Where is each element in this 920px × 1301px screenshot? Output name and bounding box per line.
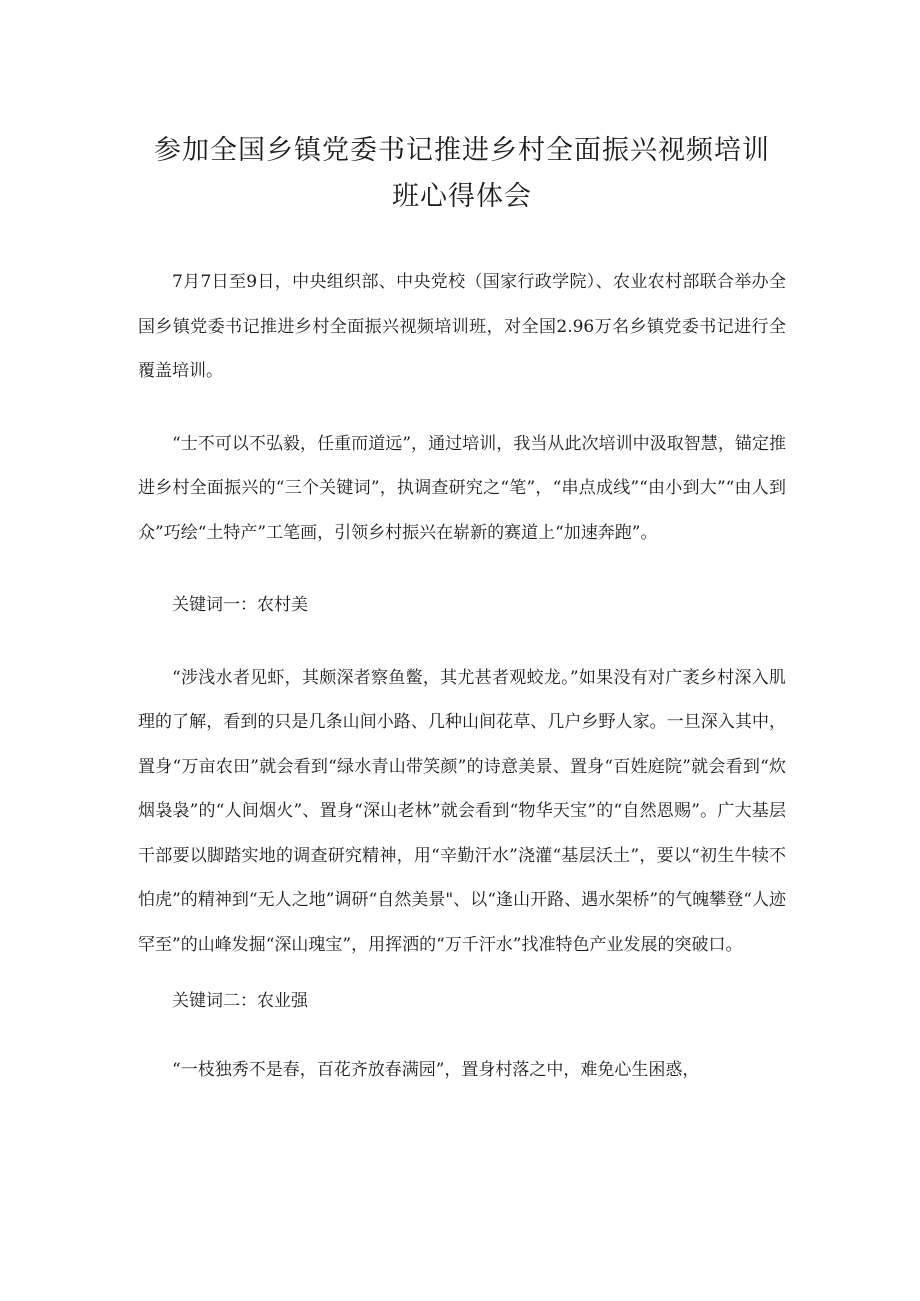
paragraph-rural-beauty: “涉浅水者见虾，其颇深者察鱼鳖，其尤甚者观蛟龙。”如果没有对广袤乡村深入肌理的了解，看到的只是几条山间小路、几种山间花草、几户乡野人家。一旦深入其中，置身“万亩农田”就会看到“绿水青山带笑颜”的诗意美景、置身“百姓庭院”就会看到“炊烟袅袅”的“人间烟火”、置身“深山老林”就会看到“物华天宝”的“自然恩赐”。广大基层干部要以脚踏实地的调查研究精神，用“辛勤汗水”浇灌“基层沃土”，要以“初生牛犊不怕虎”的精神到“无人之地”调研“自然美景"、以“逢山开路、遇水架桥”的气魄攀登“人迹罕至”的山峰发掘“深山瑰宝”，用挥洒的“万千汗水”找准特色产业发展的突破口。 bbox=[138, 667, 786, 955]
section-heading-2: 关键词二：农业强 bbox=[172, 991, 308, 1011]
paragraph-quote: “士不可以不弘毅，任重而道远”，通过培训，我当从此次培训中汲取智慧，锚定推进乡村全面振兴的“三个关键词”，执调查研究之“笔”，“串点成线”“由小到大”“由人到众”巧绘“土特产”工笔画，引领乡村振兴在崭新的赛道上“加速奔跑”。 bbox=[138, 433, 786, 543]
title-line-1: 参加全国乡镇党委书记推进乡村全面振兴视频培训 bbox=[154, 135, 770, 166]
paragraph-intro: 7月7日至9日，中央组织部、中央党校（国家行政学院）、农业农村部联合举办全国乡镇党委书记推进乡村全面振兴视频培训班，对全国2.96万名乡镇党委书记进行全覆盖培训。 bbox=[138, 272, 786, 381]
document-title bbox=[138, 128, 786, 220]
document-body bbox=[138, 260, 786, 1092]
section-heading-1: 关键词一：农村美 bbox=[172, 595, 308, 615]
title-line-2: 班心得体会 bbox=[392, 181, 532, 212]
paragraph-agriculture: “一枝独秀不是春，百花齐放春满园”，置身村落之中，难免心生困惑， bbox=[172, 1059, 700, 1080]
